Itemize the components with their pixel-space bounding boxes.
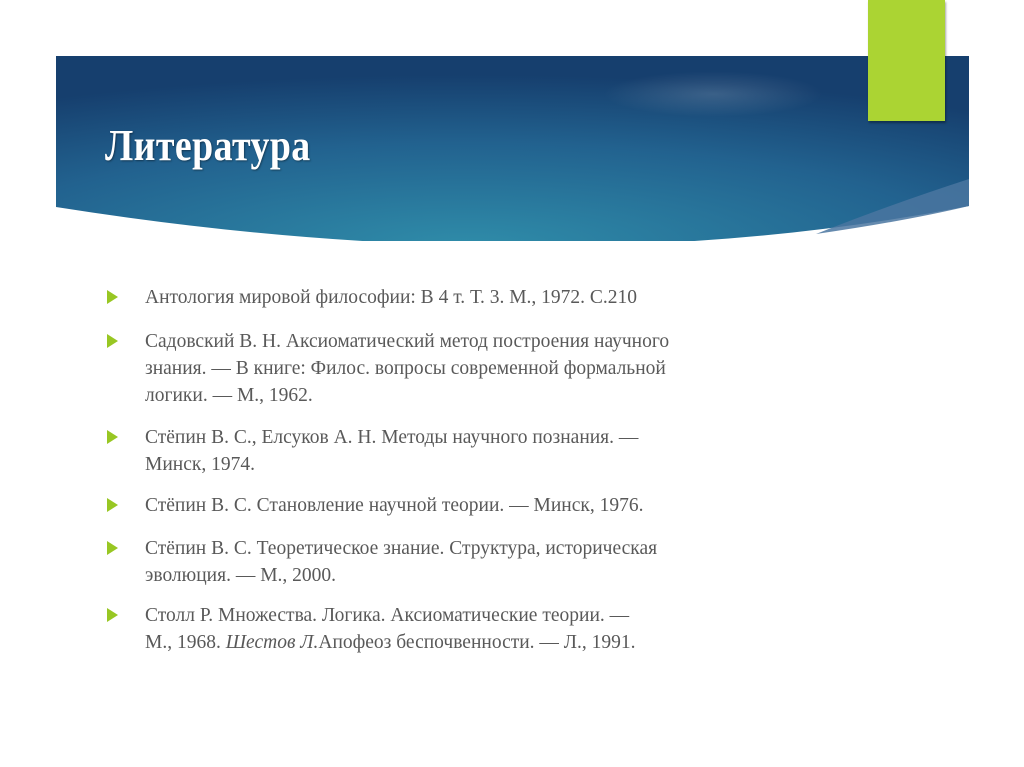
reference-author-italic: Шестов Л. bbox=[225, 632, 319, 653]
triangle-right-icon bbox=[107, 430, 118, 444]
reference-line: Садовский В. Н. Аксиоматический метод построения научного bbox=[145, 331, 670, 352]
reference-line: Стёпин В. С. Теоретическое знание. Структура, историческая bbox=[145, 538, 658, 559]
reference-line: Минск, 1974. bbox=[145, 454, 255, 475]
triangle-right-icon bbox=[107, 334, 118, 348]
reference-text: М., 1968. bbox=[145, 632, 226, 653]
triangle-right-icon bbox=[107, 290, 118, 304]
slide-title: Литература bbox=[105, 121, 311, 170]
reference-text: Апофеоз беспочвенности. — Л., 1991. bbox=[318, 632, 636, 653]
reference-line: Столл Р. Множества. Логика. Аксиоматические теории. — bbox=[145, 605, 630, 626]
triangle-right-icon bbox=[107, 498, 118, 512]
reference-line: логики. — М., 1962. bbox=[145, 385, 313, 406]
triangle-right-icon bbox=[107, 608, 118, 622]
triangle-right-icon bbox=[107, 541, 118, 555]
reference-line: Стёпин В. С., Елсуков А. Н. Методы научного познания. — bbox=[145, 427, 639, 448]
reference-line: Антология мировой философии: В 4 т. Т. 3. М., 1972. С.210 bbox=[145, 287, 638, 308]
reference-line: эволюция. — М., 2000. bbox=[145, 565, 337, 586]
reference-line bbox=[145, 629, 785, 656]
reference-line: знания. — В книге: Филос. вопросы современной формальной bbox=[145, 358, 666, 379]
accent-bar bbox=[868, 0, 945, 121]
reference-line: Стёпин В. С. Становление научной теории. — Минск, 1976. bbox=[145, 495, 644, 516]
